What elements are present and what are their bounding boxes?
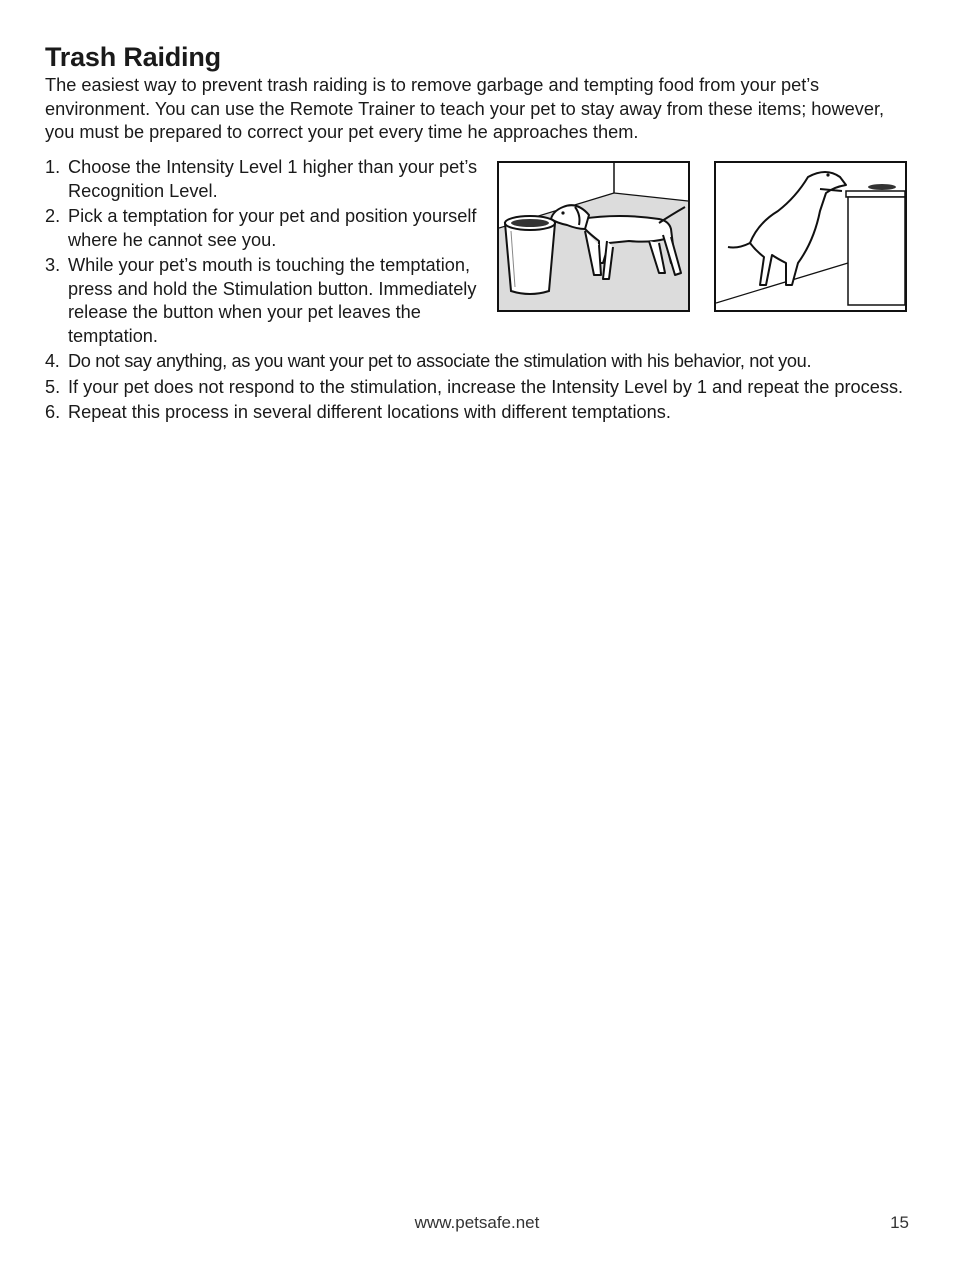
footer-url: www.petsafe.net bbox=[414, 1213, 540, 1232]
step-text: Pick a temptation for your pet and position yourself where he cannot see you. bbox=[68, 206, 477, 250]
dog-jumping-on-counter-drawing bbox=[716, 163, 905, 310]
dog-jumping-on-counter-illustration bbox=[714, 161, 907, 312]
counter bbox=[846, 184, 905, 305]
step-number: 3. bbox=[45, 255, 61, 275]
step-number: 2. bbox=[45, 206, 61, 226]
step-text: While your pet’s mouth is touching the temptation, press and hold the Stimulation button. Immediately release the button when your pet leaves the temptation. bbox=[68, 255, 477, 346]
list-item bbox=[45, 376, 915, 400]
list-item bbox=[45, 205, 480, 252]
dog-sniffing-trash-can-drawing bbox=[499, 163, 688, 310]
list-item bbox=[45, 156, 480, 203]
step-text: If your pet does not respond to the stimulation, increase the Intensity Level by 1 and repeat the process. bbox=[68, 376, 904, 397]
step-number: 1. bbox=[45, 157, 61, 177]
list-item bbox=[45, 401, 915, 425]
step-number: 6. bbox=[45, 402, 61, 422]
dog bbox=[728, 172, 846, 285]
page-title: Trash Raiding bbox=[45, 42, 221, 72]
step-text: Do not say anything, as you want your pet to associate the stimulation with his behavior, not you. bbox=[68, 351, 812, 371]
wall-floor-line bbox=[716, 263, 848, 303]
trash-can bbox=[505, 216, 555, 294]
list-item bbox=[45, 350, 915, 374]
intro-paragraph: The easiest way to prevent trash raiding is to remove garbage and tempting food from your pet’s environment. You can use the Remote Trainer to teach your pet to stay away from these items; however, you must be prepared to correct your pet every time he approaches them. bbox=[45, 75, 885, 142]
step-number: 4. bbox=[45, 351, 60, 371]
step-text: Repeat this process in several different locations with different temptations. bbox=[68, 402, 671, 422]
food-plate bbox=[868, 184, 896, 190]
step-number: 5. bbox=[45, 376, 61, 397]
list-item bbox=[45, 254, 480, 348]
step-text: Choose the Intensity Level 1 higher than your pet’s Recognition Level. bbox=[68, 157, 478, 201]
dog-sniffing-trash-can-illustration bbox=[497, 161, 690, 312]
page-number: 15 bbox=[890, 1213, 909, 1232]
